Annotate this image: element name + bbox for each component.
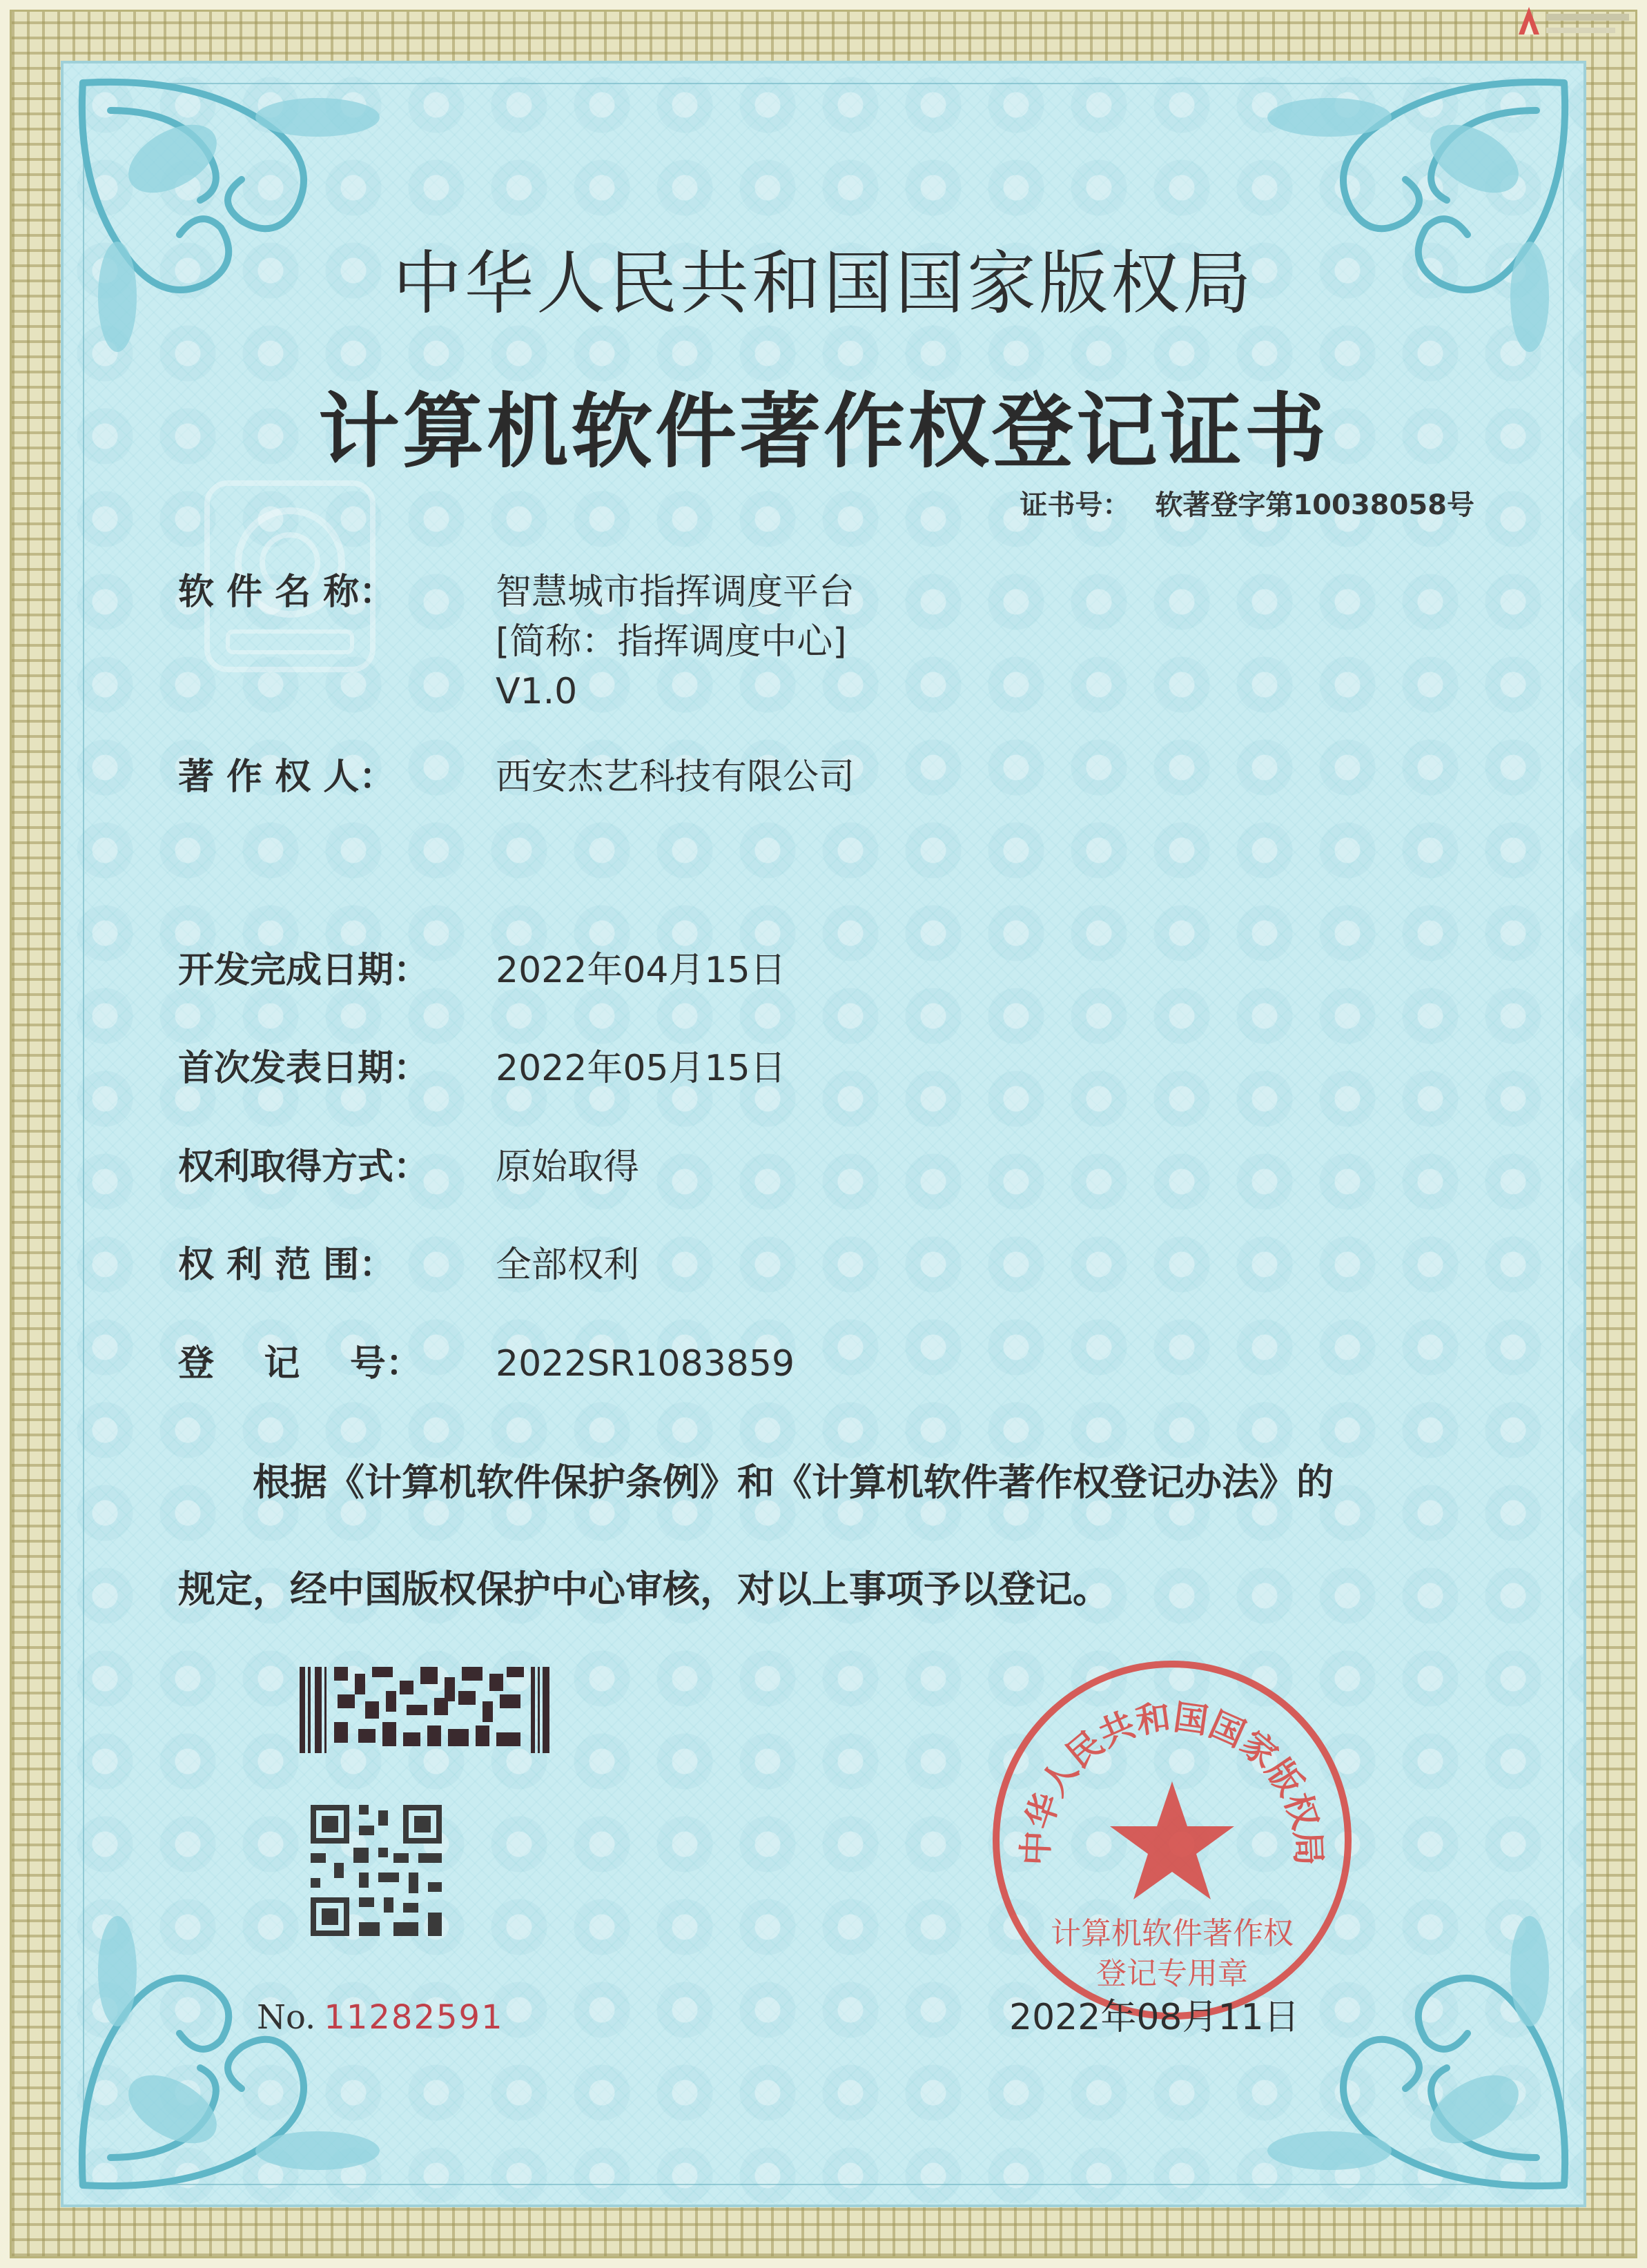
field-label: 登 记 号： — [178, 1343, 422, 1385]
field-label: 开发完成日期： — [178, 950, 430, 991]
field-value: 2022年05月15日 — [496, 1048, 786, 1089]
field-value: 西安杰艺科技有限公司 — [496, 756, 855, 798]
corner-ornament-bottom-left — [69, 1909, 414, 2199]
field-acquisition-method — [178, 1142, 639, 1192]
field-value: 2022SR1083859 — [496, 1343, 795, 1385]
field-label: 首次发表日期： — [178, 1048, 430, 1089]
barcode — [300, 1667, 552, 1753]
field-label: 著 作 权 人： — [178, 756, 396, 798]
field-value: 智慧城市指挥调度平台 [简称：指挥调度中心] V1.0 — [496, 571, 855, 712]
field-value: 2022年04月15日 — [496, 950, 786, 991]
serial-prefix: No. — [257, 1998, 316, 2037]
field-copyright-owner — [178, 752, 855, 802]
seal-inner-line-1: 计算机软件著作权 — [1051, 1916, 1294, 1951]
qr-code — [311, 1805, 442, 1936]
field-first-publication-date — [178, 1044, 786, 1093]
certificate-number-label: 证书号： — [1020, 489, 1131, 521]
seal-ring-text: 中华人民共和国国家版权局 — [1015, 1697, 1329, 1866]
field-label: 权利取得方式： — [178, 1146, 430, 1188]
field-registration-number — [178, 1339, 795, 1389]
field-software-name — [178, 567, 855, 716]
seal-inner-line-2: 登记专用章 — [1096, 1956, 1248, 1991]
certificate-title: 计算机软件著作权登记证书 — [318, 383, 1329, 479]
issue-date: 2022年08月11日 — [1009, 1997, 1300, 2038]
field-development-date — [178, 946, 786, 995]
issuing-authority: 中华人民共和国国家版权局 — [393, 243, 1254, 324]
serial-number — [257, 1998, 504, 2037]
certificate-number-value: 软著登字第10038058号 — [1155, 489, 1474, 521]
official-red-seal — [986, 1654, 1358, 2026]
statement-line-2: 规定，经中国版权保护中心审核，对以上事项予以登记。 — [178, 1567, 1110, 1611]
certificate-number — [1020, 483, 1474, 522]
field-value: 原始取得 — [496, 1146, 640, 1188]
company-logo — [1505, 0, 1643, 48]
field-value: 全部权利 — [496, 1244, 640, 1286]
field-rights-scope — [178, 1240, 639, 1290]
seal-star-icon — [1110, 1781, 1234, 1899]
statement-line-1: 根据《计算机软件保护条例》和《计算机软件著作权登记办法》的 — [253, 1460, 1334, 1504]
field-label: 权 利 范 围： — [178, 1244, 396, 1286]
field-label: 软 件 名 称： — [178, 571, 396, 613]
serial-number-value: 11282591 — [324, 1998, 504, 2037]
